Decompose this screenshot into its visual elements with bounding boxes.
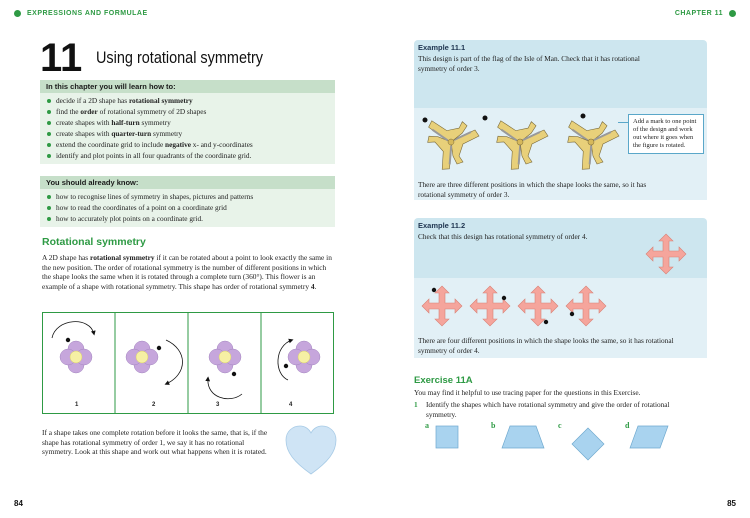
triskelion-row bbox=[415, 108, 627, 178]
shape-label-d: d bbox=[625, 421, 630, 430]
list-item: find the order of rotational symmetry of 2D shapes bbox=[46, 106, 329, 117]
shape-b-trapezium bbox=[502, 426, 544, 448]
triskelion-2 bbox=[480, 108, 567, 178]
list-item: extend the coordinate grid to include negative x- and y-coordinates bbox=[46, 139, 329, 150]
note-pointer bbox=[618, 122, 628, 123]
list-item: how to recognise lines of symmetry in shapes, pictures and patterns bbox=[46, 191, 329, 202]
header-bullet-icon bbox=[729, 10, 736, 17]
shape-label-a: a bbox=[425, 421, 429, 430]
flower-label-1: 1 bbox=[75, 402, 79, 408]
section-heading: Rotational symmetry bbox=[42, 236, 146, 248]
question-number: 1 bbox=[414, 400, 418, 409]
example-11-2-heading: Example 11.2 bbox=[418, 221, 466, 230]
bottom-paragraph: If a shape takes one complete rotation before it looks the same, that is, if the shape has rotational symmetry of order 1, we say it has no rotational symmetry. Look at this shape and work out what happens when it is rotated. bbox=[42, 428, 268, 457]
right-running-header: CHAPTER 11 bbox=[674, 10, 723, 17]
example-11-1-heading: Example 11.1 bbox=[418, 43, 466, 52]
shape-label-c: c bbox=[558, 421, 562, 430]
intro-paragraph: A 2D shape has rotational symmetry if it can be rotated about a point to look exactly the same in the new position. The order of rotational symmetry is the number of different positions in which the shape looks the same when it is rotated through a complete turn (360°). This flower is an example of a shape with rotational symmetry. This shape has order of rotational symmetry 4. bbox=[42, 253, 332, 291]
example-11-2-intro: Check that this design has rotational symmetry of order 4. bbox=[418, 232, 588, 241]
heart-shape bbox=[284, 424, 338, 478]
exercise-shapes bbox=[414, 418, 706, 468]
flower-label-3: 3 bbox=[216, 402, 220, 408]
list-item: identify and plot points in all four quadrants of the coordinate grid. bbox=[46, 150, 329, 161]
arrow-design-main bbox=[646, 234, 686, 274]
list-item: create shapes with quarter-turn symmetry bbox=[46, 128, 329, 139]
know-box-heading: You should already know: bbox=[40, 176, 335, 189]
shape-label-b: b bbox=[491, 421, 496, 430]
flower-label-2: 2 bbox=[152, 402, 156, 408]
arrow-design-1 bbox=[422, 286, 462, 326]
learn-box-list bbox=[40, 93, 335, 164]
right-page-number: 85 bbox=[727, 499, 736, 508]
know-box-list bbox=[40, 189, 335, 227]
list-item: how to read the coordinates of a point on a coordinate grid bbox=[46, 202, 329, 213]
chapter-title: Using rotational symmetry bbox=[96, 48, 264, 67]
example-11-2-conclusion: There are four different positions in which the shape looks the same, so it has rotational symmetry of order 4. bbox=[418, 336, 674, 355]
triskelion-1 bbox=[418, 108, 479, 172]
exercise-intro: You may find it helpful to use tracing paper for the questions in this Exercise. bbox=[414, 388, 641, 397]
arrow-design-3 bbox=[518, 286, 558, 326]
arrow-design-4 bbox=[566, 286, 606, 326]
exercise-heading: Exercise 11A bbox=[414, 375, 473, 386]
flower-rotation-panel bbox=[42, 312, 334, 414]
question-text: Identify the shapes which have rotational symmetry and give the order of rotational symmetry. bbox=[426, 400, 670, 419]
example-11-1-intro: This design is part of the flag of the Isle of Man. Check that it has rotational symmetry of order 3. bbox=[418, 54, 640, 73]
list-item: decide if a 2D shape has rotational symmetry bbox=[46, 95, 329, 106]
arrow-design-2 bbox=[470, 286, 510, 326]
example-11-1-note: Add a mark to one point of the design and work out where it goes when the figure is rotated. bbox=[628, 114, 704, 154]
chapter-number: 11 bbox=[40, 36, 83, 80]
left-running-header: EXPRESSIONS AND FORMULAE bbox=[27, 10, 148, 17]
learn-box-heading: In this chapter you will learn how to: bbox=[40, 80, 335, 93]
shape-a-square bbox=[436, 426, 458, 448]
shape-c-rotated-square bbox=[572, 428, 604, 460]
header-bullet-icon bbox=[14, 10, 21, 17]
left-page-number: 84 bbox=[14, 499, 23, 508]
arrow-designs bbox=[414, 228, 707, 332]
learn-box bbox=[40, 80, 335, 164]
shape-d-parallelogram bbox=[630, 426, 668, 448]
flower-label-4: 4 bbox=[289, 402, 293, 408]
list-item: how to accurately plot points on a coordinate grid. bbox=[46, 213, 329, 224]
triskelion-3 bbox=[546, 108, 627, 178]
know-box bbox=[40, 176, 335, 227]
list-item: create shapes with half-turn symmetry bbox=[46, 117, 329, 128]
example-11-1-conclusion: There are three different positions in which the shape looks the same, so it has rotational symmetry of order 3. bbox=[418, 180, 647, 199]
